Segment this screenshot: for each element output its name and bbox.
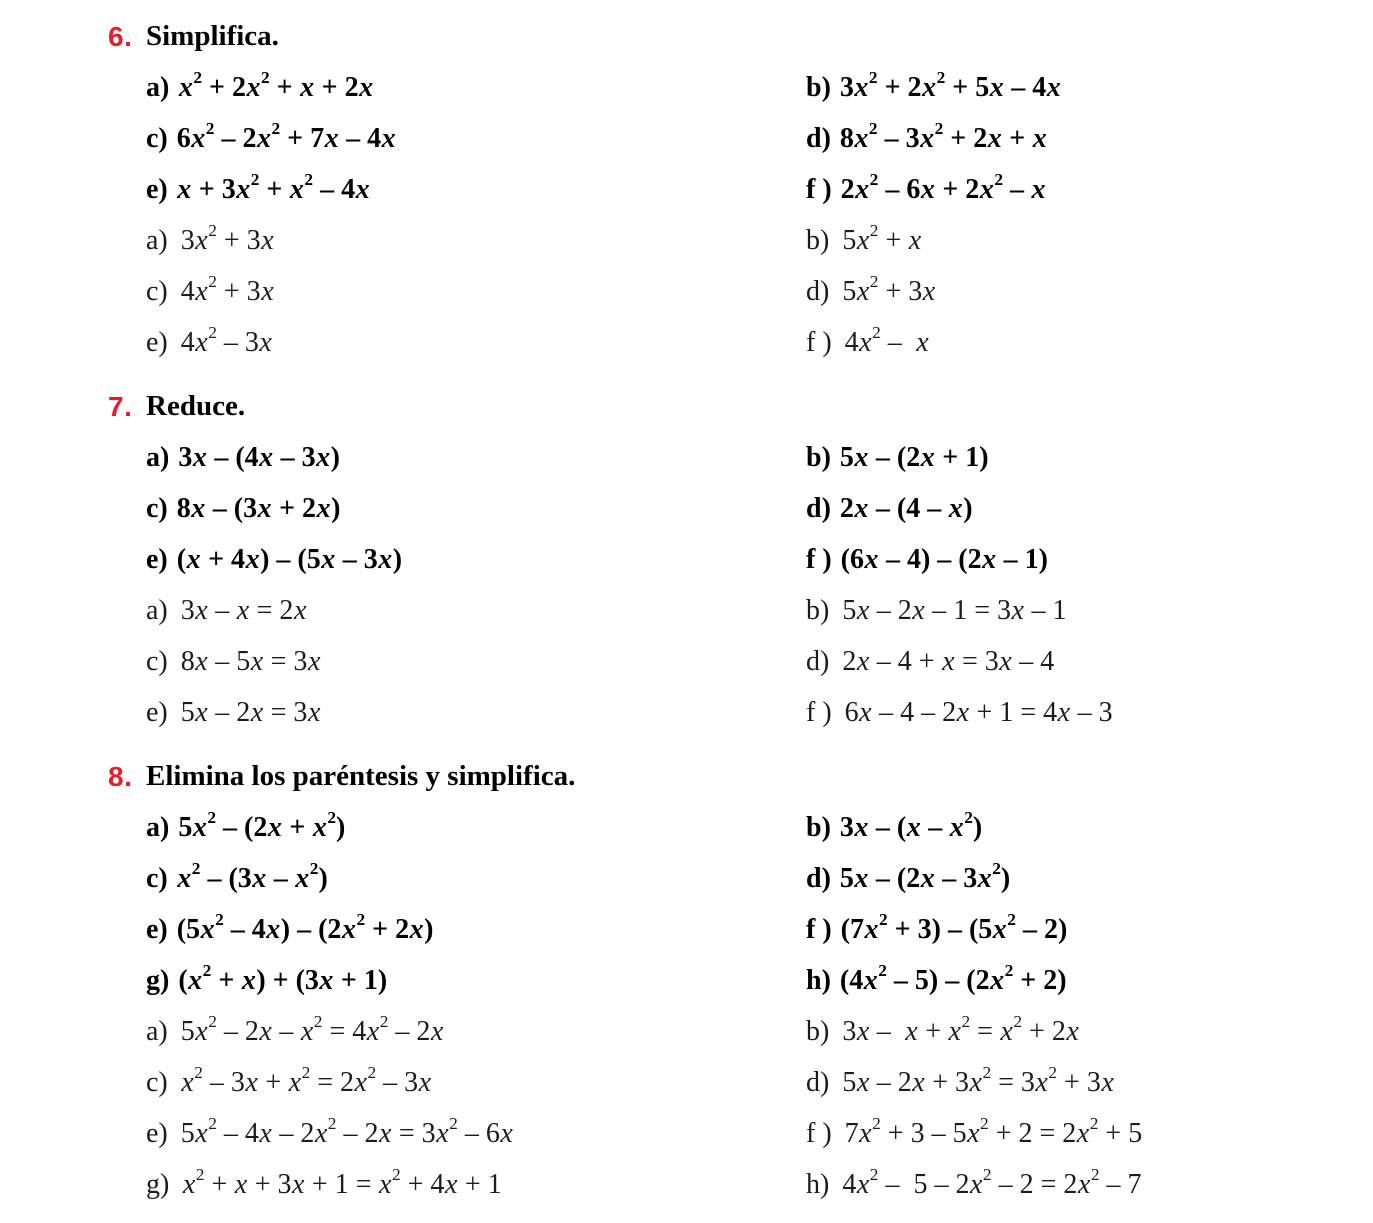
exercise-header [108,751,1353,802]
item-label: e) [146,543,168,575]
item-label: e) [146,173,168,205]
problem-row [806,164,1353,215]
problem-row [146,534,806,585]
problem-row [806,483,1353,534]
item-label: h) [806,964,831,996]
math-expression: $5x^2 - (2x + x^2)$ [178,808,346,843]
answer-row [806,215,1353,266]
problem-row [806,904,1353,955]
math-expression: $x + 3x^2 + x^2 - 4x$ [177,170,370,205]
exercise-block [108,751,1353,1210]
math-expression: $3x^2 + 2x^2 + 5x - 4x$ [839,68,1061,103]
exercise-block [108,381,1353,738]
math-expression: $3x^2 + 3x$ [180,221,274,256]
exercise-title: Reduce. [146,390,246,422]
item-label: d) [806,862,831,894]
answer-row [146,215,806,266]
item-label: d) [806,275,830,307]
item-label: b) [806,71,831,103]
math-expression: 6x – 4 – 2x + 1 = 4x – 3 [844,696,1113,728]
answer-row [146,636,806,687]
exercise-header [108,11,1353,62]
problem-row [146,802,806,853]
item-label: d) [806,492,831,524]
math-expression: $8x^2 - 3x^2 + 2x + x$ [839,119,1047,154]
math-expression: 8x – (3x + 2x) [176,492,341,524]
problem-row [146,432,806,483]
math-expression: $x^2 + x + 3x + 1 = x^2 + 4x + 1$ [182,1165,502,1200]
answer-row [806,585,1353,636]
item-label: f ) [806,696,832,728]
item-label: e) [146,326,168,358]
problem-row [806,432,1353,483]
problem-row [806,853,1353,904]
math-expression: 2x – 4 + x = 3x – 4 [842,645,1055,677]
math-expression: 5x – 2x – 1 = 3x – 1 [842,594,1067,626]
answer-row [806,1108,1353,1159]
math-expression: $5x^2 - 2x - x^2 = 4x^2 - 2x$ [180,1012,444,1047]
math-expression: 3x – (4x – 3x) [178,441,340,473]
item-label: e) [146,1117,168,1149]
item-label: b) [806,224,830,256]
problem-row [146,955,806,1006]
item-label: a) [146,441,170,473]
problem-row [146,164,806,215]
item-label: b) [806,811,831,843]
math-expression: $(7x^2 + 3) - (5x^2 - 2)$ [840,910,1068,945]
answer-row [806,1057,1353,1108]
math-expression: (x + 4x) – (5x – 3x) [176,543,403,575]
math-expression: $x^2 - 3x + x^2 = 2x^2 - 3x$ [181,1063,432,1098]
item-label: c) [146,492,168,524]
math-expression: $5x - (2x - 3x^2)$ [839,859,1011,894]
answer-row [806,1159,1353,1210]
math-expression: $7x^2 + 3 - 5x^2 + 2 = 2x^2 + 5$ [844,1114,1143,1149]
answer-row [806,317,1353,368]
math-expression: $4x^2 - 5 - 2x^2 - 2 = 2x^2 - 7$ [842,1165,1142,1200]
math-expression: $4x^2 + 3x$ [180,272,274,307]
math-expression: $5x^2 + 3x$ [842,272,936,307]
problem-row [146,62,806,113]
item-label: c) [146,645,168,677]
exercise-grid [146,432,1353,738]
problem-row [806,534,1353,585]
item-label: e) [146,696,168,728]
item-label: d) [806,645,830,677]
math-expression: 8x – 5x = 3x [180,645,321,677]
math-expression: 2x – (4 – x) [839,492,973,524]
item-label: d) [806,122,831,154]
answer-row [146,1159,806,1210]
math-expression: 3x – x = 2x [180,594,307,626]
exercise-header [108,381,1353,432]
exercise-block [108,11,1353,368]
answer-row [146,266,806,317]
math-expression: $4x^2$ – x [844,323,929,358]
math-expression: $6x^2 - 2x^2 + 7x - 4x$ [176,119,396,154]
math-expression: $x^2 + 2x^2 + x + 2x$ [178,68,374,103]
problem-row [146,904,806,955]
math-expression: (6x – 4) – (2x – 1) [840,543,1048,575]
answer-row [806,1006,1353,1057]
answer-row [806,687,1353,738]
problem-row [806,802,1353,853]
math-expression: $2x^2 - 6x + 2x^2 - x$ [840,170,1046,205]
item-label: b) [806,594,830,626]
math-expression: $4x^2 - 3x$ [180,323,272,358]
item-label: f ) [806,1117,832,1149]
math-expression: $(4x^2 - 5) - (2x^2 + 2)$ [839,961,1067,996]
answer-row [806,266,1353,317]
item-label: d) [806,1066,830,1098]
exercise-title: Simplifica. [146,20,279,52]
problem-row [806,955,1353,1006]
math-expression: $(5x^2 - 4x) - (2x^2 + 2x)$ [176,910,434,945]
problem-row [806,113,1353,164]
item-label: h) [806,1168,830,1200]
item-label: f ) [806,326,832,358]
answer-row [146,687,806,738]
item-label: a) [146,1015,168,1047]
item-label: c) [146,1066,168,1098]
math-expression: 5x – (2x + 1) [839,441,989,473]
problem-row [146,483,806,534]
problem-row [146,853,806,904]
exercise-grid [146,802,1353,1210]
exercise-number: 6. [108,20,133,52]
exercise-number: 7. [108,390,133,422]
answer-row [146,585,806,636]
item-label: g) [146,1168,170,1200]
math-expression: $(x^2 + x) + (3x + 1)$ [178,961,388,996]
math-expression: $3x - x + x^2 = x^2 + 2x$ [842,1012,1079,1047]
answer-row [146,1057,806,1108]
exercise-grid [146,62,1353,368]
item-label: c) [146,122,168,154]
item-label: b) [806,441,831,473]
answer-row [146,1108,806,1159]
item-label: a) [146,594,168,626]
item-label: f ) [806,173,832,205]
answer-row [146,1006,806,1057]
item-label: b) [806,1015,830,1047]
math-expression: $5x - 2x + 3x^2 = 3x^2 + 3x$ [842,1063,1114,1098]
math-expression: 5x – 2x = 3x [180,696,321,728]
item-label: e) [146,913,168,945]
math-expression: $x^2 - (3x - x^2)$ [177,859,328,894]
problem-row [146,113,806,164]
item-label: f ) [806,913,832,945]
answer-row [806,636,1353,687]
answer-row [146,317,806,368]
problem-row [806,62,1353,113]
item-label: f ) [806,543,832,575]
item-label: c) [146,275,168,307]
exercise-title: Elimina los paréntesis y simplifica. [146,760,576,792]
math-expression: $3x - (x - x^2)$ [839,808,983,843]
item-label: a) [146,71,170,103]
item-label: a) [146,224,168,256]
item-label: c) [146,862,168,894]
item-label: g) [146,964,170,996]
exercise-number: 8. [108,760,133,792]
item-label: a) [146,811,170,843]
math-expression: $5x^2 - 4x - 2x^2 - 2x = 3x^2 - 6x$ [180,1114,513,1149]
math-expression: $5x^2 + x$ [842,221,922,256]
